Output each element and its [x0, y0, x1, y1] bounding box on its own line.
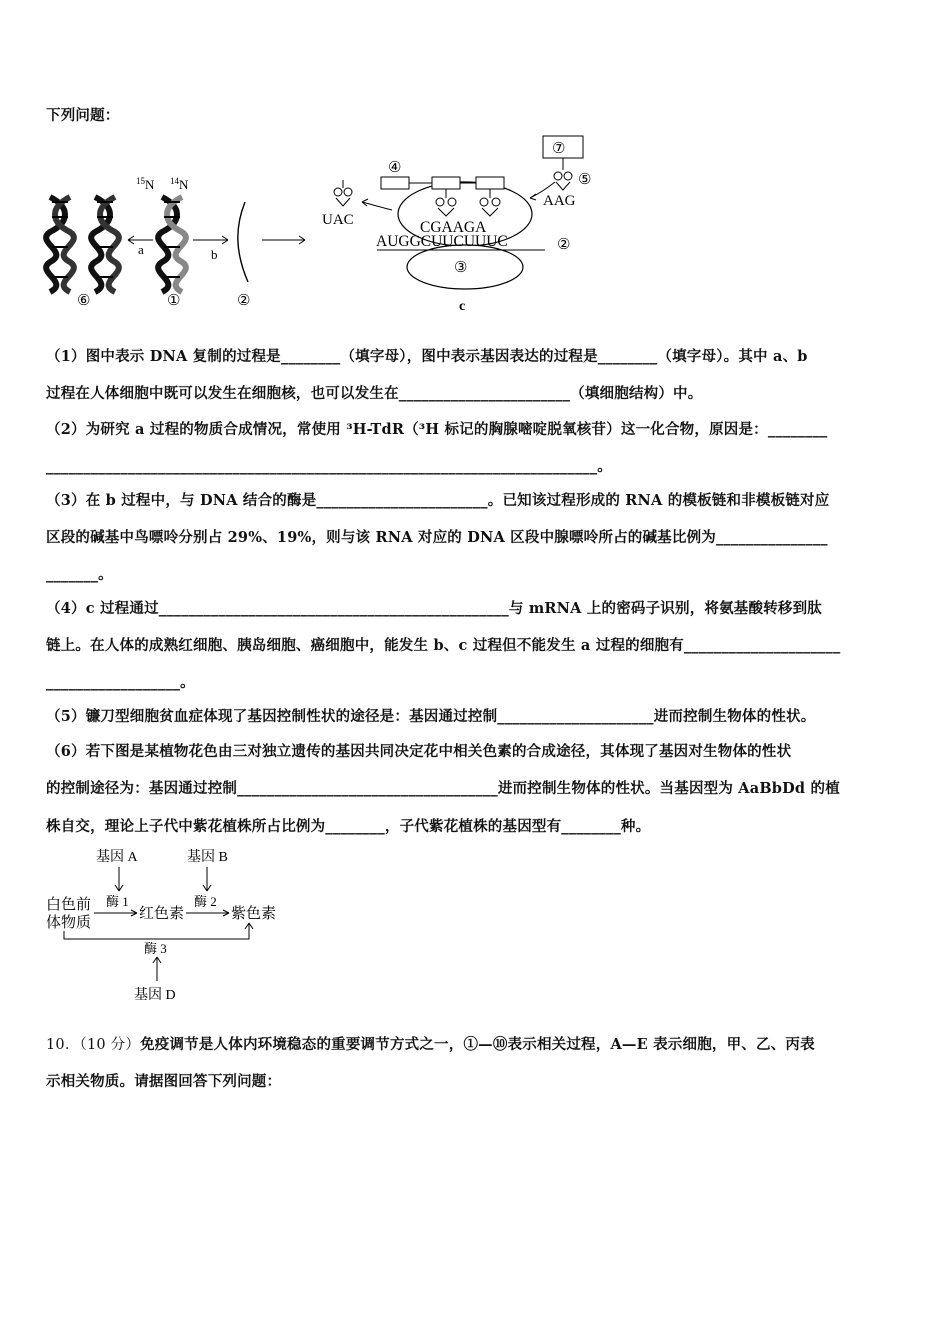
label-4: ④	[388, 160, 402, 176]
trna-mid-2	[480, 189, 500, 216]
mrna-strand	[238, 202, 248, 282]
q10-number: 10．（10 分）	[46, 1037, 141, 1053]
anticodon-left: UAC	[322, 212, 354, 228]
label-14n: $^{14}$N	[170, 176, 189, 192]
label-5: ⑤	[578, 172, 592, 188]
mrna-sequence: AUGGCUUCUUUC	[376, 233, 508, 250]
gene-b-label: 基因 B	[187, 850, 228, 865]
q9-line-11: （5）镰刀型细胞贫血症体现了基因控制性状的途径是：基因通过控制_____________________进而控制生物体的性状。	[46, 708, 816, 725]
q9-line-2: 过程在人体细胞中既可以发生在细胞核，也可以发生在_______________________（填细胞结构）中。	[46, 385, 703, 402]
q9-line-14: 株自交，理论上子代中紫花植株所占比例为________，子代紫花植株的基因型有________种。	[46, 818, 651, 835]
intro-text: 下列问题：	[46, 107, 120, 124]
q10-text: 免疫调节是人体内环境稳态的重要调节方式之一，①—⑩表示相关过程，A—E 表示细胞，甲、乙、丙表	[140, 1036, 815, 1053]
label-15n: $^{15}$N	[136, 176, 155, 192]
figure-gene-expression	[40, 132, 640, 321]
label-1: ①	[167, 293, 181, 309]
q10-line-2: 示相关物质。请据图回答下列问题：	[46, 1073, 282, 1090]
anticodons-mid: CGAAGA	[420, 219, 487, 236]
enzyme-3-label: 酶 3	[144, 941, 167, 956]
q9-line-8: （4）c 过程通过_______________________________________________与 mRNA 上的密码子识别，将氨基酸转移到肽	[46, 600, 823, 617]
label-7: ⑦	[552, 141, 566, 157]
q9-line-12: （6）若下图是某植物花色由三对独立遗传的基因共同决定花中相关色素的合成途径，其体现了基因对生物体的性状	[46, 743, 792, 760]
label-2-mrna: ②	[557, 237, 571, 253]
q9-line-7: _______。	[46, 566, 113, 583]
trna-left	[334, 180, 352, 206]
pigment-pathway-diagram	[44, 843, 294, 1008]
enzyme-1-label: 酶 1	[106, 894, 129, 909]
label-c: c	[459, 299, 466, 314]
red-pigment: 红色素	[139, 906, 185, 922]
q9-line-10: __________________。	[46, 674, 195, 691]
gene-a-label: 基因 A	[96, 850, 138, 865]
figure-pigment-pathway	[44, 843, 294, 1012]
q9-line-13: 的控制途径为：基因通过控制___________________________________进而控制生物体的性状。当基因型为 AaBbDd 的植	[46, 780, 840, 797]
q9-line-1: （1）图中表示 DNA 复制的过程是________（填字母），图中表示基因表达的过程是________（填字母）。其中 a、b	[46, 348, 808, 365]
trna-mid-1	[436, 189, 456, 216]
label-3: ③	[454, 260, 468, 276]
purple-pigment: 紫色素	[231, 906, 277, 922]
gene-d-label: 基因 D	[134, 988, 176, 1003]
dna-helix-6b	[91, 197, 119, 292]
gene-expression-diagram	[40, 132, 640, 317]
dna-helix-6a	[46, 197, 74, 292]
q9-line-6: 区段的碱基中鸟嘌呤分别占 29%、19%，则与该 RNA 对应的 DNA 区段中腺嘌呤所占的碱基比例为_______________	[46, 529, 828, 546]
label-2-bottom: ②	[237, 293, 251, 309]
label-6: ⑥	[77, 293, 91, 309]
dna-helix-1	[158, 197, 186, 292]
label-b: b	[211, 247, 218, 262]
label-a: a	[138, 242, 144, 257]
q9-line-4: __________________________________________________________________________。	[46, 458, 612, 475]
precursor-line-1: 白色前	[46, 897, 92, 913]
enzyme-2-label: 酶 2	[194, 894, 217, 909]
anticodon-right: AAG	[543, 193, 576, 209]
trna-right	[554, 172, 572, 190]
precursor-line-2: 体物质	[46, 915, 92, 931]
q10-line-1	[46, 1033, 815, 1054]
q9-line-9: 链上。在人体的成熟红细胞、胰岛细胞、癌细胞中，能发生 b、c 过程但不能发生 a 过程的细胞有_____________________	[46, 637, 841, 654]
q9-line-5: （3）在 b 过程中，与 DNA 结合的酶是_______________________。已知该过程形成的 RNA 的模板链和非模板链对应	[46, 492, 830, 509]
q9-line-3: （2）为研究 a 过程的物质合成情况，常使用 ³H-TdR（³H 标记的胸腺嘧啶脱氧核苷）这一化合物，原因是：________	[46, 421, 828, 438]
